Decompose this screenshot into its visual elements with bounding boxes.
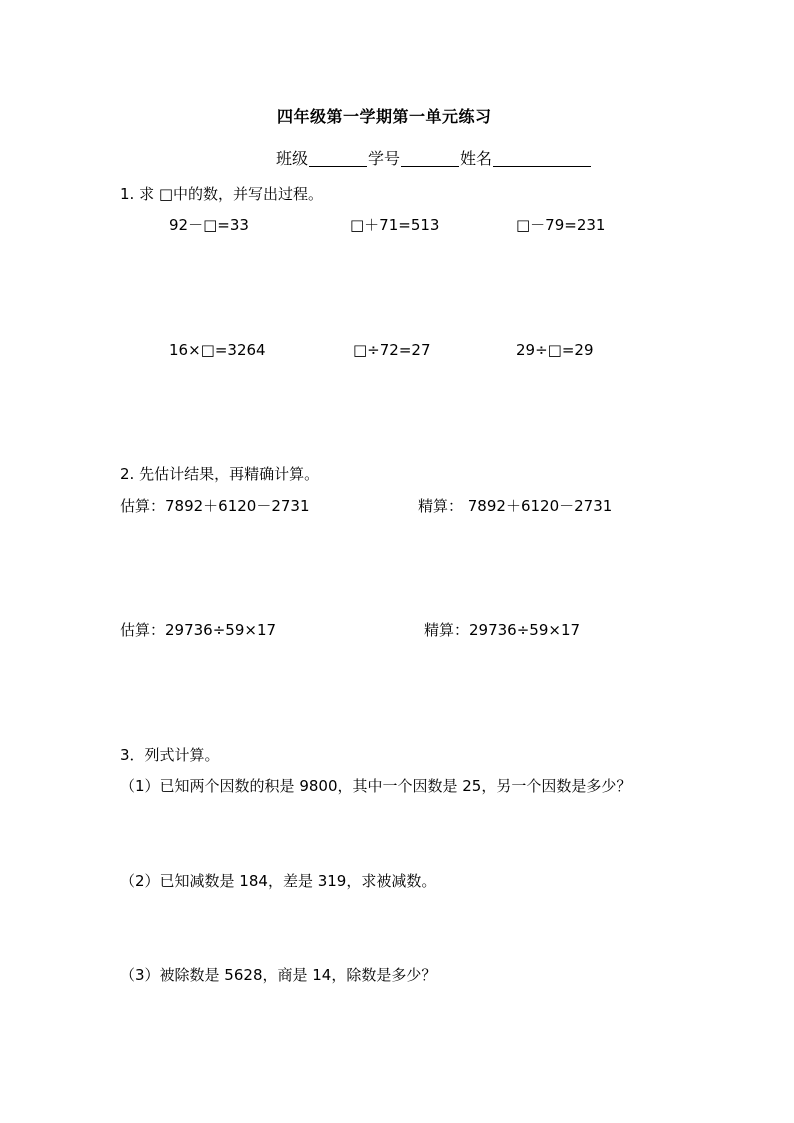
class-label: 班级 bbox=[276, 149, 309, 168]
q2-exact: 精算： 7892＋6120－2731 bbox=[418, 497, 613, 515]
q1-item: 92－□=33 bbox=[169, 216, 249, 234]
q2-exact: 精算：29736÷59×17 bbox=[424, 621, 581, 639]
q1-item: 29÷□=29 bbox=[516, 341, 594, 359]
q3-item: （2）已知减数是 184，差是 319，求被减数。 bbox=[120, 872, 437, 890]
q3-item: （3）被除数是 5628，商是 14，除数是多少？ bbox=[120, 966, 437, 984]
q3-heading: 3．列式计算。 bbox=[120, 746, 220, 764]
q2-estimate: 估算：29736÷59×17 bbox=[120, 621, 277, 639]
q2-estimate: 估算：7892＋6120－2731 bbox=[120, 497, 310, 515]
q1-item: 16×□=3264 bbox=[169, 341, 266, 359]
student-id-blank[interactable] bbox=[401, 150, 459, 167]
student-info-line bbox=[276, 150, 592, 167]
name-label: 姓名 bbox=[460, 149, 493, 168]
q2-heading: 2. 先估计结果，再精确计算。 bbox=[120, 465, 320, 483]
q1-item: □÷72=27 bbox=[353, 341, 431, 359]
q1-heading: 1. 求 □中的数，并写出过程。 bbox=[120, 185, 324, 203]
q3-item: （1）已知两个因数的积是 9800，其中一个因数是 25，另一个因数是多少？ bbox=[120, 777, 632, 795]
student-id-label: 学号 bbox=[368, 149, 401, 168]
name-blank[interactable] bbox=[493, 150, 591, 167]
class-blank[interactable] bbox=[309, 150, 367, 167]
q1-item: □＋71=513 bbox=[350, 216, 440, 234]
page-title: 四年级第一学期第一单元练习 bbox=[277, 107, 492, 126]
q1-item: □－79=231 bbox=[516, 216, 606, 234]
